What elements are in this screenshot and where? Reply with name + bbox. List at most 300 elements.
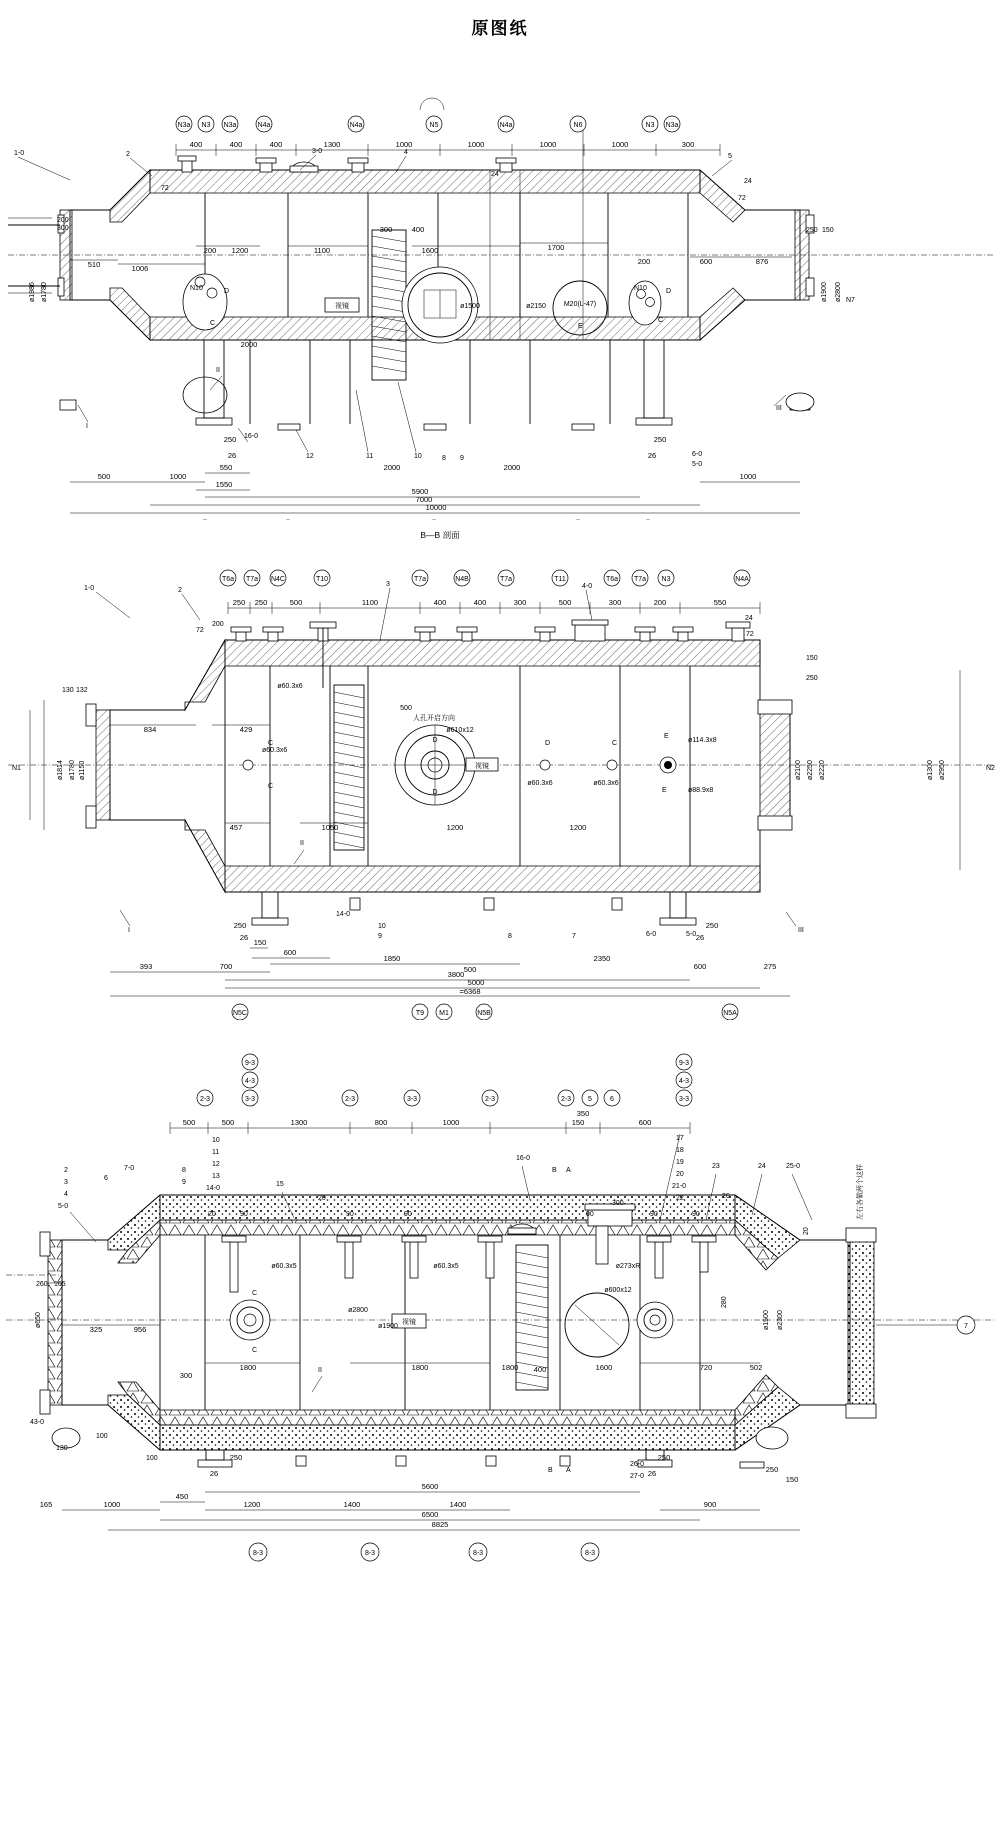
svg-text:ø1500: ø1500 bbox=[460, 303, 480, 310]
svg-text:C: C bbox=[252, 1290, 258, 1297]
svg-text:N3: N3 bbox=[201, 122, 211, 129]
svg-text:左右各做两个这样: 左右各做两个这样 bbox=[857, 1164, 864, 1220]
svg-text:19: 19 bbox=[676, 1159, 684, 1166]
svg-text:6500: 6500 bbox=[421, 1510, 439, 1519]
svg-text:90: 90 bbox=[240, 1211, 248, 1218]
svg-text:2: 2 bbox=[126, 151, 130, 158]
svg-text:5: 5 bbox=[588, 1096, 592, 1103]
svg-text:N4B: N4B bbox=[455, 576, 469, 583]
svg-text:4: 4 bbox=[64, 1191, 68, 1198]
svg-text:N1: N1 bbox=[12, 765, 21, 772]
page-title: 原图纸 bbox=[471, 19, 529, 38]
svg-text:550: 550 bbox=[219, 463, 233, 472]
svg-text:250: 250 bbox=[806, 227, 818, 234]
svg-text:500: 500 bbox=[182, 1118, 196, 1127]
svg-text:1600: 1600 bbox=[421, 246, 439, 255]
svg-text:300: 300 bbox=[57, 225, 69, 232]
svg-text:400: 400 bbox=[433, 598, 447, 607]
svg-text:165: 165 bbox=[54, 1281, 66, 1288]
svg-text:24: 24 bbox=[491, 171, 499, 178]
svg-text:1-0: 1-0 bbox=[14, 150, 25, 157]
svg-text:ø114.3x8: ø114.3x8 bbox=[688, 737, 717, 744]
svg-text:N3: N3 bbox=[661, 576, 671, 583]
svg-text:150: 150 bbox=[822, 227, 834, 234]
svg-text:72: 72 bbox=[161, 185, 169, 192]
svg-text:400: 400 bbox=[269, 140, 283, 149]
svg-text:300: 300 bbox=[379, 225, 393, 234]
svg-text:250: 250 bbox=[233, 921, 247, 930]
svg-text:150: 150 bbox=[806, 655, 818, 662]
svg-text:N3a: N3a bbox=[665, 122, 679, 129]
svg-text:视镜: 视镜 bbox=[402, 1319, 416, 1326]
svg-text:6: 6 bbox=[610, 1096, 614, 1103]
svg-text:500: 500 bbox=[289, 598, 303, 607]
svg-text:C: C bbox=[268, 783, 274, 790]
svg-text:ø60.3x6: ø60.3x6 bbox=[593, 780, 619, 787]
svg-text:ø2950: ø2950 bbox=[939, 760, 946, 780]
svg-text:260: 260 bbox=[36, 1281, 48, 1288]
svg-text:300: 300 bbox=[612, 1200, 624, 1207]
svg-text:5-0: 5-0 bbox=[686, 931, 697, 938]
svg-text:400: 400 bbox=[229, 140, 243, 149]
svg-text:D: D bbox=[224, 288, 230, 295]
svg-text:24: 24 bbox=[758, 1163, 766, 1170]
svg-text:1600: 1600 bbox=[595, 1363, 613, 1372]
svg-text:500: 500 bbox=[463, 965, 477, 974]
svg-text:500: 500 bbox=[97, 472, 111, 481]
svg-text:N7: N7 bbox=[846, 297, 855, 304]
svg-text:5-0: 5-0 bbox=[692, 461, 703, 468]
svg-text:502: 502 bbox=[749, 1363, 763, 1372]
svg-text:9: 9 bbox=[182, 1179, 186, 1186]
svg-text:12: 12 bbox=[306, 453, 314, 460]
svg-text:视镜: 视镜 bbox=[335, 303, 349, 310]
svg-text:13: 13 bbox=[212, 1173, 220, 1180]
svg-text:N5B: N5B bbox=[477, 1010, 491, 1017]
svg-text:700: 700 bbox=[219, 962, 233, 971]
svg-text:M20(L-47): M20(L-47) bbox=[563, 301, 597, 308]
svg-text:400: 400 bbox=[533, 1365, 547, 1374]
svg-text:4-0: 4-0 bbox=[582, 583, 593, 590]
svg-text:N3a: N3a bbox=[223, 122, 237, 129]
svg-text:12: 12 bbox=[212, 1161, 220, 1168]
svg-text:900: 900 bbox=[703, 1500, 717, 1509]
svg-text:2000: 2000 bbox=[503, 463, 521, 472]
svg-text:8825: 8825 bbox=[431, 1520, 449, 1529]
svg-text:T9: T9 bbox=[415, 1010, 425, 1017]
svg-text:1700: 1700 bbox=[547, 243, 565, 252]
svg-text:200: 200 bbox=[637, 257, 651, 266]
svg-text:1000: 1000 bbox=[467, 140, 485, 149]
svg-text:=6368: =6368 bbox=[459, 987, 481, 996]
svg-text:26: 26 bbox=[695, 933, 705, 942]
svg-text:N4a: N4a bbox=[257, 122, 271, 129]
svg-text:3: 3 bbox=[64, 1179, 68, 1186]
svg-text:9: 9 bbox=[378, 933, 382, 940]
svg-text:2: 2 bbox=[64, 1167, 68, 1174]
svg-text:3800: 3800 bbox=[447, 970, 465, 979]
svg-text:8-3: 8-3 bbox=[584, 1550, 596, 1557]
svg-text:8: 8 bbox=[442, 455, 446, 462]
svg-text:550: 550 bbox=[713, 598, 727, 607]
svg-text:视镜: 视镜 bbox=[475, 763, 489, 770]
svg-text:27-0: 27-0 bbox=[630, 1473, 645, 1480]
svg-text:2000: 2000 bbox=[240, 340, 258, 349]
svg-text:I: I bbox=[86, 423, 88, 430]
svg-text:7000: 7000 bbox=[415, 495, 433, 504]
svg-text:1000: 1000 bbox=[739, 472, 757, 481]
svg-text:11: 11 bbox=[366, 453, 374, 460]
svg-text:B: B bbox=[548, 1467, 553, 1474]
svg-text:ø2800: ø2800 bbox=[835, 282, 842, 302]
svg-text:A: A bbox=[566, 1467, 571, 1474]
svg-text:72: 72 bbox=[746, 631, 754, 638]
svg-text:26: 26 bbox=[239, 933, 249, 942]
svg-text:T7a: T7a bbox=[499, 576, 513, 583]
svg-text:D: D bbox=[432, 789, 438, 796]
svg-text:90: 90 bbox=[404, 1211, 412, 1218]
svg-text:10: 10 bbox=[212, 1137, 220, 1144]
svg-text:90: 90 bbox=[586, 1211, 594, 1218]
svg-text:N4a: N4a bbox=[349, 122, 363, 129]
svg-text:600: 600 bbox=[699, 257, 713, 266]
svg-text:26: 26 bbox=[227, 451, 237, 460]
svg-text:90: 90 bbox=[692, 1211, 700, 1218]
svg-text:T10: T10 bbox=[315, 576, 329, 583]
svg-text:人孔开启方向: 人孔开启方向 bbox=[413, 715, 455, 722]
svg-text:350: 350 bbox=[576, 1109, 590, 1118]
svg-text:9: 9 bbox=[460, 455, 464, 462]
svg-text:C: C bbox=[210, 320, 216, 327]
svg-text:1006: 1006 bbox=[131, 264, 149, 273]
svg-text:1000: 1000 bbox=[103, 1500, 121, 1509]
svg-text:500: 500 bbox=[221, 1118, 235, 1127]
svg-text:1000: 1000 bbox=[611, 140, 629, 149]
svg-text:26: 26 bbox=[647, 1469, 657, 1478]
svg-text:4-3: 4-3 bbox=[244, 1078, 256, 1085]
svg-text:1000: 1000 bbox=[442, 1118, 460, 1127]
svg-text:N5: N5 bbox=[429, 122, 439, 129]
svg-text:21-0: 21-0 bbox=[672, 1183, 687, 1190]
svg-text:20: 20 bbox=[676, 1171, 684, 1178]
svg-text:72: 72 bbox=[738, 195, 746, 202]
svg-text:ø2800: ø2800 bbox=[348, 1307, 368, 1314]
svg-text:400: 400 bbox=[473, 598, 487, 607]
svg-text:ø60.3x5: ø60.3x5 bbox=[271, 1263, 297, 1270]
svg-text:C: C bbox=[658, 317, 664, 324]
svg-text:E: E bbox=[578, 323, 583, 330]
svg-text:23: 23 bbox=[712, 1163, 720, 1170]
svg-text:800: 800 bbox=[374, 1118, 388, 1127]
svg-text:876: 876 bbox=[755, 257, 769, 266]
svg-text:ø88.9x8: ø88.9x8 bbox=[688, 787, 714, 794]
svg-text:ø1150: ø1150 bbox=[79, 760, 86, 780]
svg-text:200: 200 bbox=[212, 621, 224, 628]
svg-text:N3a: N3a bbox=[177, 122, 191, 129]
svg-text:T6a: T6a bbox=[221, 576, 235, 583]
svg-text:T7a: T7a bbox=[633, 576, 647, 583]
svg-text:14-0: 14-0 bbox=[206, 1185, 221, 1192]
svg-text:20: 20 bbox=[318, 1195, 326, 1202]
svg-text:4: 4 bbox=[404, 149, 408, 156]
svg-text:III: III bbox=[798, 927, 804, 934]
svg-text:ø60.3x6: ø60.3x6 bbox=[277, 683, 303, 690]
svg-text:1100: 1100 bbox=[313, 246, 331, 255]
svg-text:250: 250 bbox=[254, 598, 268, 607]
svg-text:ø1814: ø1814 bbox=[57, 760, 64, 780]
svg-text:N4a: N4a bbox=[499, 122, 513, 129]
svg-text:1200: 1200 bbox=[243, 1500, 261, 1509]
svg-text:2000: 2000 bbox=[383, 463, 401, 472]
svg-text:D: D bbox=[545, 740, 551, 747]
svg-text:ø2300: ø2300 bbox=[777, 1310, 784, 1330]
view2-header: B—B 剖面 bbox=[420, 530, 460, 540]
svg-text:ø60.3x5: ø60.3x5 bbox=[433, 1263, 459, 1270]
svg-text:1400: 1400 bbox=[343, 1500, 361, 1509]
svg-text:5600: 5600 bbox=[421, 1482, 439, 1491]
svg-text:429: 429 bbox=[239, 725, 253, 734]
svg-text:1200: 1200 bbox=[231, 246, 249, 255]
svg-text:M1: M1 bbox=[439, 1010, 449, 1017]
svg-text:II: II bbox=[318, 1367, 322, 1374]
svg-text:275: 275 bbox=[763, 962, 777, 971]
svg-text:ø60.3x6: ø60.3x6 bbox=[262, 747, 288, 754]
svg-text:100: 100 bbox=[96, 1433, 108, 1440]
svg-text:250: 250 bbox=[223, 435, 237, 444]
svg-text:9-3: 9-3 bbox=[678, 1060, 690, 1067]
svg-text:16-0: 16-0 bbox=[244, 433, 259, 440]
svg-text:10: 10 bbox=[378, 923, 386, 930]
svg-text:1300: 1300 bbox=[290, 1118, 308, 1127]
svg-text:150: 150 bbox=[785, 1475, 799, 1484]
svg-text:T7a: T7a bbox=[245, 576, 259, 583]
svg-text:6-0: 6-0 bbox=[646, 931, 657, 938]
svg-text:250: 250 bbox=[229, 1453, 243, 1462]
svg-text:200: 200 bbox=[203, 246, 217, 255]
svg-text:7: 7 bbox=[572, 933, 576, 940]
svg-text:10: 10 bbox=[414, 453, 422, 460]
svg-text:720: 720 bbox=[699, 1363, 713, 1372]
svg-text:200: 200 bbox=[57, 217, 69, 224]
svg-text:600: 600 bbox=[283, 948, 297, 957]
svg-text:N5A: N5A bbox=[723, 1010, 737, 1017]
svg-text:N10: N10 bbox=[634, 285, 647, 292]
svg-text:N5C: N5C bbox=[232, 1010, 248, 1017]
svg-text:3-0: 3-0 bbox=[312, 148, 323, 155]
svg-text:26: 26 bbox=[722, 1193, 730, 1200]
svg-text:1800: 1800 bbox=[239, 1363, 257, 1372]
svg-text:N4A: N4A bbox=[735, 576, 749, 583]
svg-text:T11: T11 bbox=[554, 576, 566, 583]
svg-text:400: 400 bbox=[189, 140, 203, 149]
svg-text:10000: 10000 bbox=[425, 503, 447, 512]
svg-text:2350: 2350 bbox=[593, 954, 611, 963]
svg-text:600: 600 bbox=[638, 1118, 652, 1127]
svg-text:1800: 1800 bbox=[501, 1363, 519, 1372]
svg-text:325: 325 bbox=[89, 1325, 103, 1334]
svg-text:II: II bbox=[300, 840, 304, 847]
svg-text:132: 132 bbox=[76, 687, 88, 694]
svg-text:8: 8 bbox=[182, 1167, 186, 1174]
svg-text:26: 26 bbox=[209, 1469, 219, 1478]
svg-text:130: 130 bbox=[62, 687, 74, 694]
svg-text:600: 600 bbox=[693, 962, 707, 971]
svg-text:1550: 1550 bbox=[215, 480, 233, 489]
svg-text:D: D bbox=[432, 737, 438, 744]
svg-text:165: 165 bbox=[39, 1500, 53, 1509]
svg-text:43-0: 43-0 bbox=[30, 1419, 45, 1426]
svg-text:ø1300: ø1300 bbox=[927, 760, 934, 780]
svg-text:16-0: 16-0 bbox=[516, 1155, 531, 1162]
svg-text:250: 250 bbox=[653, 435, 667, 444]
svg-text:15: 15 bbox=[276, 1181, 284, 1188]
svg-text:8-3: 8-3 bbox=[364, 1550, 376, 1557]
svg-text:II: II bbox=[216, 367, 220, 374]
svg-text:1200: 1200 bbox=[569, 823, 587, 832]
svg-text:3: 3 bbox=[386, 581, 390, 588]
svg-text:450: 450 bbox=[175, 1492, 189, 1501]
svg-text:150: 150 bbox=[571, 1118, 585, 1127]
svg-text:8: 8 bbox=[508, 933, 512, 940]
svg-text:III: III bbox=[776, 405, 782, 412]
svg-text:17: 17 bbox=[676, 1135, 684, 1142]
svg-text:1200: 1200 bbox=[446, 823, 464, 832]
svg-text:1050: 1050 bbox=[321, 823, 339, 832]
svg-text:N2: N2 bbox=[986, 765, 995, 772]
svg-text:C: C bbox=[252, 1347, 258, 1354]
svg-text:ø60.3x6: ø60.3x6 bbox=[527, 780, 553, 787]
svg-text:3-3: 3-3 bbox=[406, 1096, 418, 1103]
svg-text:1300: 1300 bbox=[323, 140, 341, 149]
svg-text:ø2150: ø2150 bbox=[526, 303, 546, 310]
svg-text:26: 26 bbox=[647, 451, 657, 460]
svg-text:250: 250 bbox=[765, 1465, 779, 1474]
svg-text:9-3: 9-3 bbox=[244, 1060, 256, 1067]
svg-text:510: 510 bbox=[87, 260, 101, 269]
svg-text:250: 250 bbox=[232, 598, 246, 607]
svg-text:280: 280 bbox=[721, 1296, 728, 1308]
svg-text:8-3: 8-3 bbox=[252, 1550, 264, 1557]
svg-text:C: C bbox=[612, 740, 618, 747]
svg-text:11: 11 bbox=[212, 1149, 220, 1156]
svg-text:C: C bbox=[268, 740, 274, 747]
svg-text:7: 7 bbox=[964, 1323, 968, 1330]
svg-text:A: A bbox=[566, 1167, 571, 1174]
svg-text:ø1900: ø1900 bbox=[821, 282, 828, 302]
svg-text:20: 20 bbox=[803, 1227, 810, 1235]
svg-text:150: 150 bbox=[253, 938, 267, 947]
svg-text:ø1780: ø1780 bbox=[41, 282, 48, 302]
svg-text:D: D bbox=[666, 288, 672, 295]
svg-text:834: 834 bbox=[143, 725, 157, 734]
svg-text:393: 393 bbox=[139, 962, 153, 971]
svg-text:300: 300 bbox=[681, 140, 695, 149]
svg-text:ø610x12: ø610x12 bbox=[446, 727, 474, 734]
svg-text:200: 200 bbox=[653, 598, 667, 607]
svg-text:8-3: 8-3 bbox=[472, 1550, 484, 1557]
svg-text:90: 90 bbox=[346, 1211, 354, 1218]
svg-text:130: 130 bbox=[56, 1445, 68, 1452]
svg-text:3-3: 3-3 bbox=[244, 1096, 256, 1103]
svg-text:250: 250 bbox=[657, 1453, 671, 1462]
svg-text:2-3: 2-3 bbox=[484, 1096, 496, 1103]
svg-text:14-0: 14-0 bbox=[336, 911, 351, 918]
svg-text:22: 22 bbox=[676, 1195, 684, 1202]
svg-text:300: 300 bbox=[179, 1371, 193, 1380]
drawing-view-elevation bbox=[0, 50, 1000, 520]
svg-text:T7a: T7a bbox=[413, 576, 427, 583]
svg-text:5000: 5000 bbox=[467, 978, 485, 987]
svg-text:90: 90 bbox=[650, 1211, 658, 1218]
svg-text:500: 500 bbox=[400, 705, 412, 712]
svg-text:250: 250 bbox=[806, 675, 818, 682]
svg-text:400: 400 bbox=[411, 225, 425, 234]
svg-text:6: 6 bbox=[104, 1175, 108, 1182]
svg-text:N6: N6 bbox=[573, 122, 583, 129]
svg-text:1000: 1000 bbox=[539, 140, 557, 149]
svg-text:300: 300 bbox=[608, 598, 622, 607]
svg-text:ø1986: ø1986 bbox=[29, 282, 36, 302]
svg-text:1-0: 1-0 bbox=[84, 585, 95, 592]
svg-text:26-0: 26-0 bbox=[630, 1461, 645, 1468]
svg-text:6-0: 6-0 bbox=[692, 451, 703, 458]
svg-text:956: 956 bbox=[133, 1325, 147, 1334]
svg-text:T6a: T6a bbox=[605, 576, 619, 583]
drawing-view-section bbox=[0, 1020, 1000, 1820]
svg-text:1400: 1400 bbox=[449, 1500, 467, 1509]
svg-text:ø273xR: ø273xR bbox=[615, 1263, 641, 1270]
svg-text:18: 18 bbox=[676, 1147, 684, 1154]
svg-text:1000: 1000 bbox=[395, 140, 413, 149]
drawing-view-plan bbox=[0, 520, 1000, 1020]
svg-text:2-3: 2-3 bbox=[344, 1096, 356, 1103]
svg-text:2-3: 2-3 bbox=[560, 1096, 572, 1103]
svg-text:24: 24 bbox=[744, 178, 752, 185]
svg-text:72: 72 bbox=[196, 627, 204, 634]
svg-text:ø2100: ø2100 bbox=[795, 760, 802, 780]
svg-text:24: 24 bbox=[745, 615, 753, 622]
svg-text:4-3: 4-3 bbox=[678, 1078, 690, 1085]
svg-text:2-3: 2-3 bbox=[199, 1096, 211, 1103]
svg-text:B: B bbox=[552, 1167, 557, 1174]
svg-text:457: 457 bbox=[229, 823, 243, 832]
svg-text:N4C: N4C bbox=[270, 576, 286, 583]
svg-text:ø650: ø650 bbox=[35, 1312, 42, 1328]
svg-text:1850: 1850 bbox=[383, 954, 401, 963]
svg-text:2: 2 bbox=[178, 587, 182, 594]
svg-text:5: 5 bbox=[728, 153, 732, 160]
svg-text:5900: 5900 bbox=[411, 487, 429, 496]
svg-text:ø1780: ø1780 bbox=[69, 760, 76, 780]
svg-text:ø1900: ø1900 bbox=[378, 1323, 398, 1330]
svg-text:300: 300 bbox=[513, 598, 527, 607]
svg-text:1000: 1000 bbox=[169, 472, 187, 481]
svg-text:I: I bbox=[128, 927, 130, 934]
svg-text:3-3: 3-3 bbox=[678, 1096, 690, 1103]
svg-text:ø600x12: ø600x12 bbox=[604, 1287, 632, 1294]
svg-text:1800: 1800 bbox=[411, 1363, 429, 1372]
svg-text:250: 250 bbox=[705, 921, 719, 930]
svg-text:N3: N3 bbox=[645, 122, 655, 129]
svg-text:ø1500: ø1500 bbox=[763, 1310, 770, 1330]
svg-text:1100: 1100 bbox=[361, 598, 379, 607]
svg-text:E: E bbox=[664, 733, 669, 740]
svg-text:7-0: 7-0 bbox=[124, 1165, 135, 1172]
svg-text:ø2220: ø2220 bbox=[819, 760, 826, 780]
svg-text:25-0: 25-0 bbox=[786, 1163, 801, 1170]
svg-text:ø2250: ø2250 bbox=[807, 760, 814, 780]
svg-text:20: 20 bbox=[208, 1211, 216, 1218]
